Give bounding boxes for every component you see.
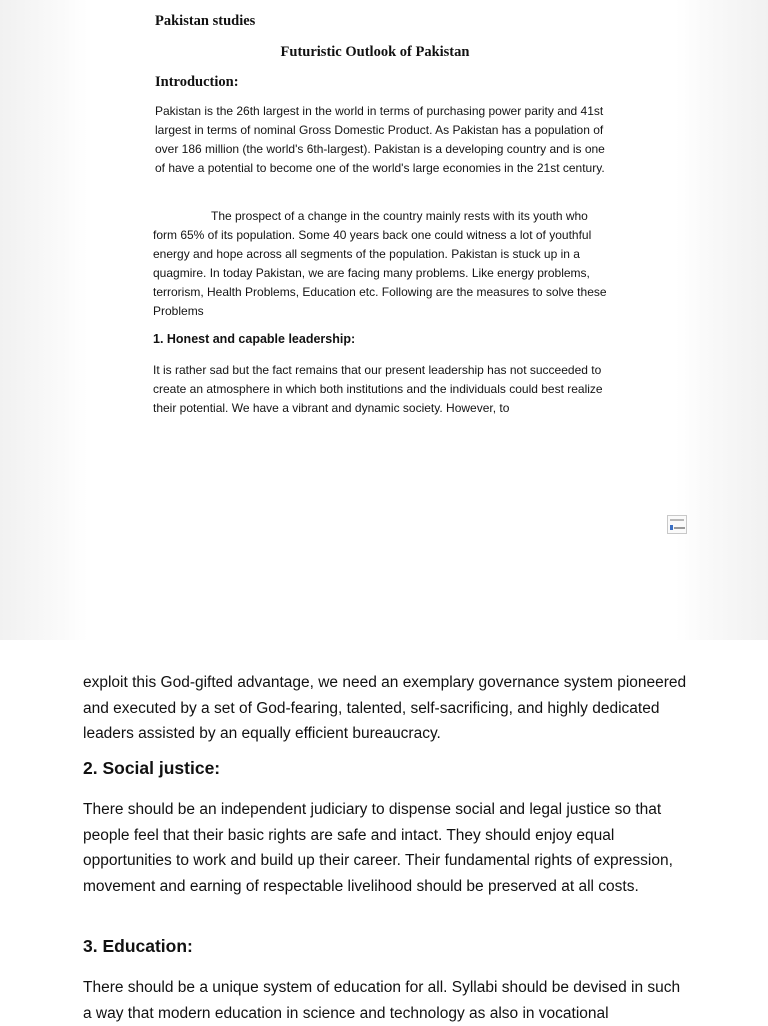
section-2-paragraph: There should be an independent judiciary to dispense social and legal justice so that people feel that their basic rights are safe and intact. They should enjoy equal opportunities to work and build up their career. Their fundamental rights of expression, movement and earning of respectable livelihood should be preserved at all costs.: [83, 801, 673, 895]
section-3-paragraph: There should be a unique system of education for all. Syllabi should be devised in such a way that modern education in science and technology as also in vocational: [83, 979, 681, 1022]
scanner-badge-icon: [667, 515, 687, 534]
prospect-paragraph: The prospect of a change in the country mainly rests with its youth who form 65% of its population. Some 40 years back one could witness a lot of youthful energy and hope across all segments of the population. Pakistan is stuck up in a quagmire. In today Pakistan, we are facing many problems. Like energy problems, terrorism, Health Problems, Education etc. Following are the measures to solve these Problems: [153, 209, 607, 318]
section-1-paragraph: It is rather sad but the fact remains that our present leadership has not succeeded to create an atmosphere in which both institutions and the individuals could best realize their potential. We have a vibrant and dynamic society. However, to: [153, 363, 603, 415]
document-title: Futuristic Outlook of Pakistan: [280, 44, 470, 60]
document-page-2: [0, 640, 768, 1024]
continued-paragraph: exploit this God-gifted advantage, we need an exemplary governance system pioneered and executed by a set of God-fearing, talented, self-sacrificing, and highly dedicated leaders assisted by an equally efficient bureaucracy.: [83, 674, 687, 743]
page-margin-shade-right: [676, 0, 768, 640]
section-1-heading: 1. Honest and capable leadership:: [153, 332, 356, 346]
introduction-heading: Introduction:: [155, 74, 239, 90]
introduction-paragraph: Pakistan is the 26th largest in the world in terms of purchasing power parity and 41st largest in terms of nominal Gross Domestic Product. As Pakistan has a population of over 186 million (the world's 6th-largest). Pakistan is a developing country and is one of have a potential to become one of the world's large economies in the 21st century.: [155, 104, 605, 175]
page-margin-shade-left: [0, 0, 88, 640]
course-label: Pakistan studies: [155, 13, 256, 29]
section-2-heading: 2. Social justice:: [83, 758, 221, 778]
section-3-heading: 3. Education:: [83, 936, 193, 956]
